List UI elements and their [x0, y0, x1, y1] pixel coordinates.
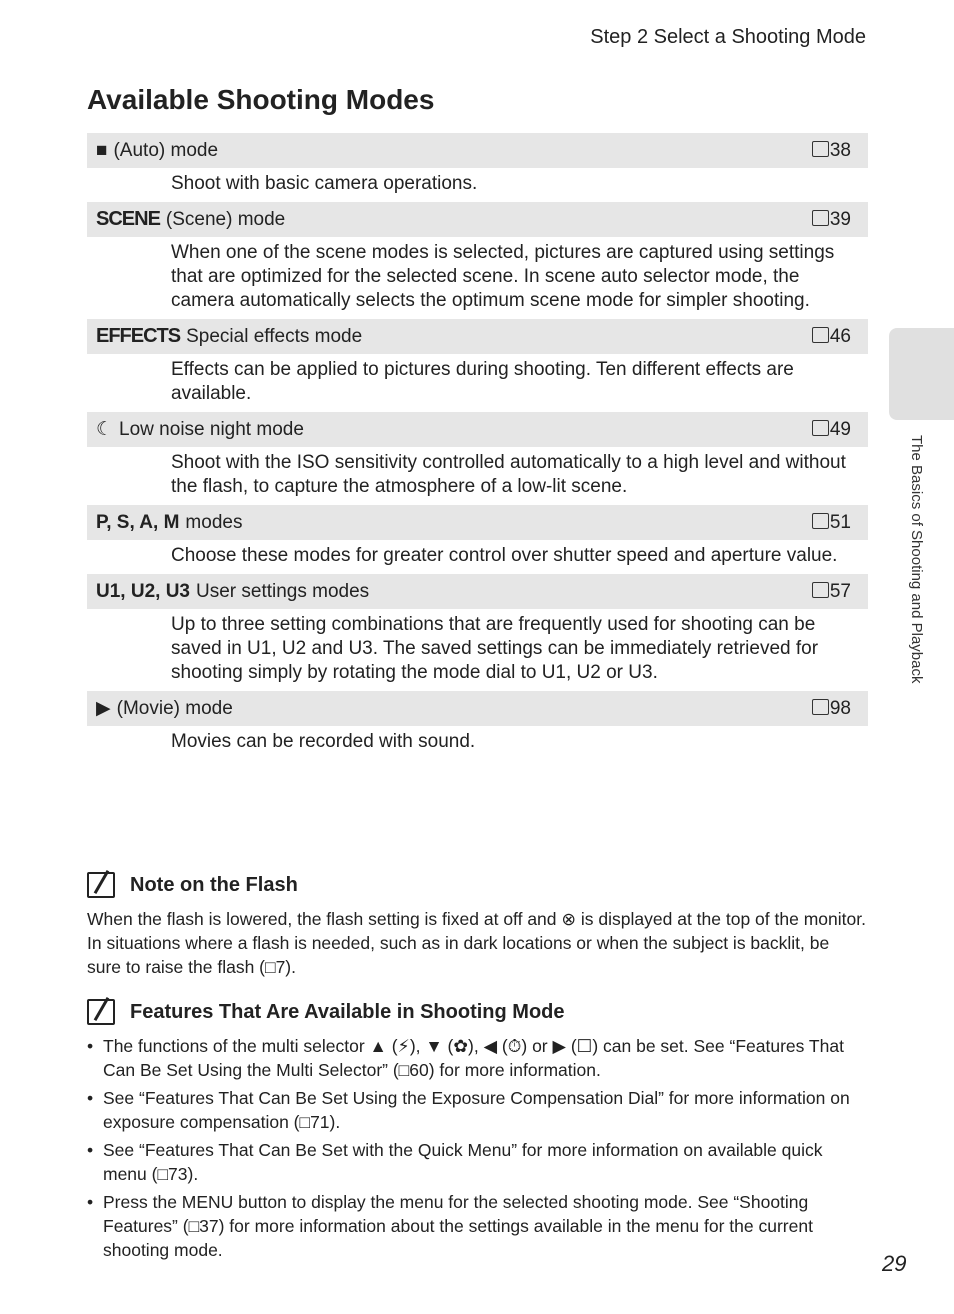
mode-description: Choose these modes for greater control over shutter speed and aperture value.: [171, 545, 838, 566]
mode-row-scene: [87, 202, 868, 237]
auto-camera-icon: ■: [96, 139, 108, 161]
mode-description: When one of the scene modes is selected, pictures are captured using settings that are optimized for the selected scene. In scene auto selector mode, the camera automatically selects the optimum scene mode for simpler shooting.: [171, 242, 835, 311]
book-icon: [812, 513, 829, 529]
mode-name: (Movie) mode: [116, 697, 233, 719]
list-item: • The functions of the multi selector ▲ (⚡), ▼ (✿), ◀ (⏱) or ▶ (☐) can be set. See “Features That Can Be Set Using the Multi Selector” (□60) for more information.: [87, 1034, 867, 1082]
page-number: 29: [882, 1251, 907, 1276]
mode-row-auto: [87, 133, 868, 168]
book-icon: [812, 699, 829, 715]
scene-icon: SCENE: [96, 208, 160, 230]
page-title: Available Shooting Modes: [87, 84, 435, 115]
mode-name: (Scene) mode: [165, 208, 286, 230]
note-body: When the flash is lowered, the flash setting is fixed at off and ⊗ is displayed at the top of the monitor. In situations where a flash is needed, such as in dark locations or when the subject is backlit, be sure to raise the flash (□7).: [87, 909, 866, 977]
mode-description: Effects can be applied to pictures during shooting. Ten different effects are available.: [171, 359, 794, 404]
section-tab: [889, 328, 954, 420]
mode-row-night: [87, 412, 868, 447]
book-icon: [812, 327, 829, 343]
mode-name: Low noise night mode: [119, 418, 304, 440]
page-reference: 38: [812, 140, 851, 162]
book-icon: [812, 210, 829, 226]
list-item: • See “Features That Can Be Set Using the Exposure Compensation Dial” for more information on exposure compensation (□71).: [87, 1086, 867, 1134]
list-item: • See “Features That Can Be Set with the Quick Menu” for more information on available quick menu (□73).: [87, 1138, 867, 1186]
features-list: [87, 1034, 867, 1262]
mode-name: Special effects mode: [186, 325, 363, 347]
pencil-note-icon: [87, 999, 115, 1025]
page-reference: 57: [812, 581, 851, 603]
book-icon: [812, 582, 829, 598]
note-flash: [87, 872, 867, 979]
mode-description: Movies can be recorded with sound.: [171, 731, 476, 752]
modes-table: [87, 133, 868, 760]
mode-row-movie: [87, 691, 868, 726]
mode-name: User settings modes: [195, 580, 370, 602]
book-icon: [812, 141, 829, 157]
user-settings-icon: U1, U2, U3: [96, 580, 190, 602]
mode-description: Up to three setting combinations that are frequently used for shooting can be saved in U1, U2 and U3. The saved settings can be immediately retrieved for shooting simply by rotating the mode dial to U1, U2 or U3.: [171, 614, 819, 683]
mode-description: Shoot with basic camera operations.: [171, 173, 478, 194]
mode-name: (Auto) mode: [113, 139, 219, 161]
note-title: Note on the Flash: [130, 873, 298, 896]
mode-row-psam: [87, 505, 868, 540]
page-reference: 51: [812, 512, 851, 534]
night-mode-icon: ☾: [96, 419, 114, 440]
note-heading: [87, 999, 867, 1025]
movie-icon: ▶: [96, 698, 111, 719]
section-side-label: The Basics of Shooting and Playback: [908, 435, 925, 684]
mode-name: modes: [185, 511, 243, 533]
page-reference: 49: [812, 419, 851, 441]
note-title: Features That Are Available in Shooting Mode: [130, 1000, 565, 1023]
book-icon: [812, 420, 829, 436]
list-item: • Press the MENU button to display the menu for the selected shooting mode. See “Shooting Features” (□37) for more information about the settings available in the menu for the current shooting mode.: [87, 1190, 867, 1262]
effects-icon: EFFECTS: [96, 325, 181, 347]
mode-row-effects: [87, 319, 868, 354]
running-header: Step 2 Select a Shooting Mode: [590, 26, 866, 48]
note-heading: [87, 872, 867, 898]
page-reference: 46: [812, 326, 851, 348]
page-reference: 98: [812, 698, 851, 720]
pencil-note-icon: [87, 872, 115, 898]
psam-icon: P, S, A, M: [96, 511, 180, 533]
note-features: [87, 999, 867, 1266]
mode-row-user: [87, 574, 868, 609]
mode-description: Shoot with the ISO sensitivity controlled automatically to a high level and without the flash, to capture the atmosphere of a low-lit scene.: [171, 452, 846, 497]
page-reference: 39: [812, 209, 851, 231]
